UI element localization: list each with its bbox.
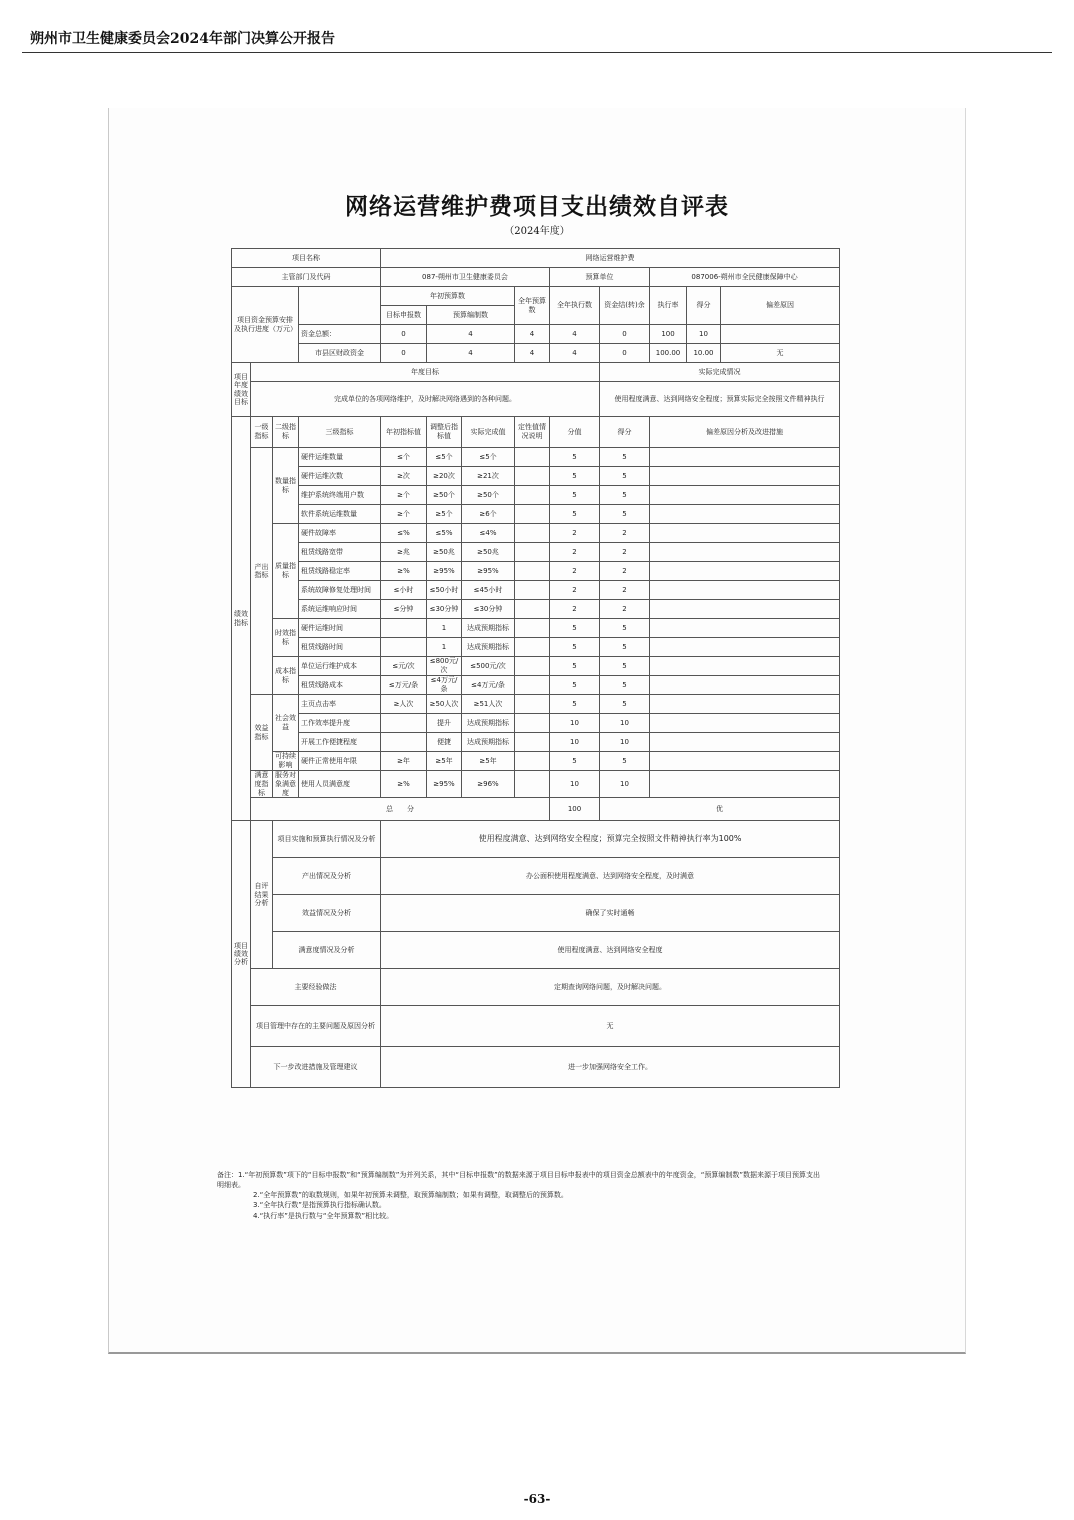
header-divider xyxy=(22,52,1052,53)
indicator-qual xyxy=(515,733,550,752)
indicator-initial: ≥% xyxy=(381,771,427,798)
indicator-initial: ≥个 xyxy=(381,505,427,524)
indicator-initial: ≤% xyxy=(381,524,427,543)
funds-row xyxy=(232,344,840,363)
funds-row-compiled: 4 xyxy=(427,344,515,363)
indicator-adjusted: 1 xyxy=(427,638,462,657)
indicator-reason xyxy=(650,714,840,733)
indicator-row xyxy=(232,600,840,619)
note-item: 4.“执行率”是执行数与“全年预算数”相比较。 xyxy=(253,1211,394,1220)
goals-section xyxy=(232,363,840,417)
indicator-reason xyxy=(650,467,840,486)
indicator-actual: 达成预期指标 xyxy=(462,638,515,657)
indicator-adjusted: ≥50个 xyxy=(427,486,462,505)
indicator-initial: ≥兆 xyxy=(381,543,427,562)
indicator-score: 2 xyxy=(600,524,650,543)
analysis-item-label: 满意度情况及分析 xyxy=(273,932,381,969)
funds-row-balance: 0 xyxy=(600,344,650,363)
indicator-row xyxy=(232,714,840,733)
indicator-reason xyxy=(650,600,840,619)
funds-score-header: 得分 xyxy=(687,287,721,325)
indicator-actual: 达成预期指标 xyxy=(462,733,515,752)
indicators-section xyxy=(232,417,840,821)
indicator-score: 5 xyxy=(600,467,650,486)
indicator-qual xyxy=(515,486,550,505)
effect-indicator-label: 效益指标 xyxy=(251,695,273,771)
note-item: 2.“全年预算数”的取数规则，如果年初预算未调整，取预算编制数；如果有调整，取调整后的预算数。 xyxy=(253,1191,568,1200)
indicator-weight: 10 xyxy=(550,714,600,733)
indicator-weight: 5 xyxy=(550,467,600,486)
service-indicator-label: 服务对象满意度 xyxy=(273,771,299,798)
total-label: 总 分 xyxy=(251,798,550,821)
indicator-row xyxy=(232,524,840,543)
indicator-adjusted: 便捷 xyxy=(427,733,462,752)
indicator-qual xyxy=(515,543,550,562)
indicator-adjusted: ≤5个 xyxy=(427,448,462,467)
indicator-name: 系统故障修复处理时间 xyxy=(299,581,381,600)
indicator-qual xyxy=(515,638,550,657)
analysis-label: 项目绩效分析 xyxy=(232,821,251,1088)
funds-row-rate: 100 xyxy=(650,325,687,344)
indicator-qual xyxy=(515,619,550,638)
indicator-row xyxy=(232,562,840,581)
indicator-row xyxy=(232,733,840,752)
funds-row-score: 10 xyxy=(687,325,721,344)
quality-indicator-label: 质量指标 xyxy=(273,524,299,619)
indicator-actual: ≤4万元/条 xyxy=(462,676,515,695)
goals-label: 项目年度绩效目标 xyxy=(232,363,251,417)
indicator-name: 维护系统终端用户数 xyxy=(299,486,381,505)
indicator-actual: ≥5年 xyxy=(462,752,515,771)
indicator-actual: ≥51人次 xyxy=(462,695,515,714)
funds-row-reason xyxy=(721,325,840,344)
total-weight: 100 xyxy=(550,798,600,821)
indicator-actual: ≤30分钟 xyxy=(462,600,515,619)
ind-h-l2: 二级指标 xyxy=(273,417,299,448)
indicator-adjusted: ≤4万元/条 xyxy=(427,676,462,695)
indicator-row xyxy=(232,695,840,714)
indicator-score: 5 xyxy=(600,638,650,657)
indicator-initial: ≤万元/条 xyxy=(381,676,427,695)
indicator-reason xyxy=(650,771,840,798)
indicator-score: 10 xyxy=(600,771,650,798)
indicator-name: 开展工作便捷程度 xyxy=(299,733,381,752)
indicator-qual xyxy=(515,467,550,486)
output-indicator-label: 产出指标 xyxy=(251,448,273,695)
funds-rate-header: 执行率 xyxy=(650,287,687,325)
indicator-adjusted: 1 xyxy=(427,619,462,638)
funds-row-name: 市县区财政资金 xyxy=(299,344,381,363)
improvement-label: 下一步改进措施及管理建议 xyxy=(251,1047,381,1088)
indicator-actual: ≤4% xyxy=(462,524,515,543)
funds-row-annual: 4 xyxy=(515,344,550,363)
analysis-item-value: 确保了实时通畅 xyxy=(381,895,840,932)
indicator-initial: ≥% xyxy=(381,562,427,581)
page-header: 朔州市卫生健康委员会2024年部门决算公开报告 xyxy=(30,31,335,47)
indicator-name: 硬件运维次数 xyxy=(299,467,381,486)
indicator-actual: 达成预期指标 xyxy=(462,714,515,733)
analysis-item-label: 效益情况及分析 xyxy=(273,895,381,932)
indicator-qual xyxy=(515,752,550,771)
indicator-reason xyxy=(650,448,840,467)
indicator-score: 2 xyxy=(600,562,650,581)
indicator-weight: 5 xyxy=(550,657,600,676)
indicator-score: 5 xyxy=(600,505,650,524)
indicator-adjusted: ≤5% xyxy=(427,524,462,543)
ind-h-l3: 三级指标 xyxy=(299,417,381,448)
indicator-score: 2 xyxy=(600,600,650,619)
indicator-actual: ≥96% xyxy=(462,771,515,798)
indicator-name: 使用人员满意度 xyxy=(299,771,381,798)
indicator-weight: 5 xyxy=(550,638,600,657)
dept-value: 087-朔州市卫生健康委员会 xyxy=(381,268,550,287)
indicator-initial xyxy=(381,714,427,733)
indicator-actual: ≤5个 xyxy=(462,448,515,467)
indicator-reason xyxy=(650,543,840,562)
indicator-weight: 5 xyxy=(550,619,600,638)
indicator-weight: 10 xyxy=(550,771,600,798)
form-title: 网络运营维护费项目支出绩效自评表 xyxy=(345,193,729,220)
indicator-score: 10 xyxy=(600,733,650,752)
indicator-initial: ≤个 xyxy=(381,448,427,467)
goals-target-header: 年度目标 xyxy=(251,363,600,382)
satisfaction-indicator-label: 满意度指标 xyxy=(251,771,273,798)
indicator-qual xyxy=(515,505,550,524)
indicator-name: 硬件运维时间 xyxy=(299,619,381,638)
indicator-actual: ≥95% xyxy=(462,562,515,581)
funds-row-balance: 0 xyxy=(600,325,650,344)
indicator-initial: ≥次 xyxy=(381,467,427,486)
funds-row-target: 0 xyxy=(381,344,427,363)
indicator-adjusted: ≤50小时 xyxy=(427,581,462,600)
indicator-weight: 2 xyxy=(550,543,600,562)
indicator-weight: 5 xyxy=(550,676,600,695)
indicator-actual: ≥50兆 xyxy=(462,543,515,562)
indicator-name: 系统运维响应时间 xyxy=(299,600,381,619)
indicator-adjusted: ≤800元/次 xyxy=(427,657,462,676)
indicator-name: 租赁线路宽带 xyxy=(299,543,381,562)
indicator-weight: 5 xyxy=(550,695,600,714)
indicator-reason xyxy=(650,695,840,714)
analysis-section xyxy=(232,821,840,1088)
goals-actual-header: 实际完成情况 xyxy=(600,363,840,382)
goals-actual: 使用程度满意、达到网络安全程度；预算实际完全按照文件精神执行 xyxy=(600,382,840,417)
funds-reason-header: 偏差原因 xyxy=(721,287,840,325)
indicator-row xyxy=(232,638,840,657)
sustain-indicator-label: 可持续影响 xyxy=(273,752,299,771)
experience-label: 主要经验做法 xyxy=(251,969,381,1006)
indicator-score: 5 xyxy=(600,448,650,467)
improvement-value: 进一步加强网络安全工作。 xyxy=(381,1047,840,1088)
indicator-reason xyxy=(650,657,840,676)
indicator-row xyxy=(232,505,840,524)
indicator-reason xyxy=(650,486,840,505)
funds-label: 项目资金预算安排及执行进度（万元） xyxy=(232,287,299,363)
funds-row-name: 资金总额： xyxy=(299,325,381,344)
indicator-qual xyxy=(515,600,550,619)
goals-target: 完成单位的各项网络维护，及时解决网络遇到的各种问题。 xyxy=(251,382,600,417)
funds-blank-header xyxy=(299,287,381,325)
funds-executed-header: 全年执行数 xyxy=(550,287,600,325)
indicator-weight: 5 xyxy=(550,486,600,505)
project-name-label: 项目名称 xyxy=(232,249,381,268)
indicator-weight: 2 xyxy=(550,600,600,619)
indicator-name: 硬件正常使用年限 xyxy=(299,752,381,771)
total-result: 优 xyxy=(600,798,840,821)
social-indicator-label: 社会效益 xyxy=(273,695,299,752)
indicator-name: 软件系统运维数量 xyxy=(299,505,381,524)
ind-h-l1: 一级指标 xyxy=(251,417,273,448)
indicator-row xyxy=(232,771,840,798)
indicator-actual: ≥6个 xyxy=(462,505,515,524)
indicator-name: 单位运行维护成本 xyxy=(299,657,381,676)
indicator-weight: 2 xyxy=(550,562,600,581)
indicator-reason xyxy=(650,505,840,524)
performance-table xyxy=(231,248,840,1088)
notes xyxy=(217,1170,825,1221)
funds-row xyxy=(232,325,840,344)
indicator-reason xyxy=(650,638,840,657)
dept-label: 主管部门及代码 xyxy=(232,268,381,287)
indicator-adjusted: ≥5年 xyxy=(427,752,462,771)
indicator-adjusted: ≥5个 xyxy=(427,505,462,524)
funds-annual-header: 全年预算数 xyxy=(515,287,550,325)
indicator-name: 硬件运维数量 xyxy=(299,448,381,467)
indicator-initial xyxy=(381,733,427,752)
note-item: 备注：1.“年初预算数”项下的“目标申报数”和“预算编制数”为并列关系，其中“目标申报数”的数据来源于项目目标申报表中的项目资金总额表中的年度资金，“预算编制数”数据来源于项目预算支出明细表。 xyxy=(217,1171,820,1190)
indicator-initial: ≤小时 xyxy=(381,581,427,600)
indicator-row xyxy=(232,676,840,695)
indicator-adjusted: ≥95% xyxy=(427,771,462,798)
indicator-score: 5 xyxy=(600,657,650,676)
funds-compiled-header: 预算编制数 xyxy=(427,306,515,325)
indicator-weight: 2 xyxy=(550,581,600,600)
unit-value: 087006-朔州市全民健康保障中心 xyxy=(650,268,840,287)
indicator-name: 硬件故障率 xyxy=(299,524,381,543)
funds-row-reason: 无 xyxy=(721,344,840,363)
indicator-reason xyxy=(650,619,840,638)
ind-h-qual: 定性值情况说明 xyxy=(515,417,550,448)
indicator-initial xyxy=(381,638,427,657)
funds-section xyxy=(232,287,840,363)
indicator-row xyxy=(232,543,840,562)
indicator-name: 主页点击率 xyxy=(299,695,381,714)
indicator-name: 租赁线路成本 xyxy=(299,676,381,695)
indicator-row xyxy=(232,467,840,486)
total-row xyxy=(232,798,840,821)
funds-initial-header: 年初预算数 xyxy=(381,287,515,306)
indicator-score: 5 xyxy=(600,486,650,505)
indicator-adjusted: ≥50人次 xyxy=(427,695,462,714)
indicator-score: 5 xyxy=(600,676,650,695)
funds-row-score: 10.00 xyxy=(687,344,721,363)
indicator-actual: ≤45小时 xyxy=(462,581,515,600)
quantity-indicator-label: 数量指标 xyxy=(273,448,299,524)
cost-indicator-label: 成本指标 xyxy=(273,657,299,695)
indicator-qual xyxy=(515,714,550,733)
self-eval-label: 自评结果分析 xyxy=(251,821,273,969)
funds-row-executed: 4 xyxy=(550,325,600,344)
funds-row-annual: 4 xyxy=(515,325,550,344)
analysis-item-value: 使用程度满意、达到网络安全程度；预算完全按照文件精神执行率为100% xyxy=(381,821,840,858)
indicator-name: 租赁线路时间 xyxy=(299,638,381,657)
funds-target-header: 目标申报数 xyxy=(381,306,427,325)
indicator-name: 租赁线路稳定率 xyxy=(299,562,381,581)
indicator-qual xyxy=(515,695,550,714)
indicator-adjusted: ≥50兆 xyxy=(427,543,462,562)
indicator-initial: ≥人次 xyxy=(381,695,427,714)
indicator-name: 工作效率提升度 xyxy=(299,714,381,733)
indicators-label: 绩效指标 xyxy=(232,417,251,821)
funds-balance-header: 资金结(转)余 xyxy=(600,287,650,325)
indicator-actual: ≥50个 xyxy=(462,486,515,505)
indicator-qual xyxy=(515,657,550,676)
scanned-form xyxy=(108,108,966,1354)
ind-h-score: 得分 xyxy=(600,417,650,448)
indicator-row xyxy=(232,657,840,676)
project-info xyxy=(232,249,840,287)
unit-label: 预算单位 xyxy=(550,268,650,287)
indicator-initial xyxy=(381,619,427,638)
funds-row-executed: 4 xyxy=(550,344,600,363)
indicator-weight: 5 xyxy=(550,752,600,771)
problems-value: 无 xyxy=(381,1006,840,1047)
indicator-weight: 2 xyxy=(550,524,600,543)
ind-h-weight: 分值 xyxy=(550,417,600,448)
indicator-qual xyxy=(515,771,550,798)
indicator-adjusted: ≥20次 xyxy=(427,467,462,486)
indicator-initial: ≤元/次 xyxy=(381,657,427,676)
funds-row-target: 0 xyxy=(381,325,427,344)
indicator-reason xyxy=(650,733,840,752)
indicator-reason xyxy=(650,562,840,581)
indicator-score: 2 xyxy=(600,581,650,600)
indicator-row xyxy=(232,448,840,467)
indicator-reason xyxy=(650,524,840,543)
ind-h-actual: 实际完成值 xyxy=(462,417,515,448)
indicator-qual xyxy=(515,524,550,543)
note-item: 3.“全年执行数”是指预算执行指标确认数。 xyxy=(253,1201,386,1210)
problems-label: 项目管理中存在的主要问题及原因分析 xyxy=(251,1006,381,1047)
indicator-weight: 5 xyxy=(550,448,600,467)
indicator-qual xyxy=(515,562,550,581)
indicator-adjusted: ≤30分钟 xyxy=(427,600,462,619)
indicator-actual: 达成预期指标 xyxy=(462,619,515,638)
analysis-item-label: 项目实施和预算执行情况及分析 xyxy=(273,821,381,858)
indicator-adjusted: 提升 xyxy=(427,714,462,733)
ind-h-initial: 年初指标值 xyxy=(381,417,427,448)
funds-row-compiled: 4 xyxy=(427,325,515,344)
analysis-item-value: 办公面积使用程度满意、达到网络安全程度，及时满意 xyxy=(381,858,840,895)
ind-h-reason: 偏差原因分析及改进措施 xyxy=(650,417,840,448)
indicator-score: 2 xyxy=(600,543,650,562)
analysis-item-label: 产出情况及分析 xyxy=(273,858,381,895)
indicator-initial: ≥年 xyxy=(381,752,427,771)
indicator-qual xyxy=(515,448,550,467)
indicator-weight: 10 xyxy=(550,733,600,752)
indicator-row xyxy=(232,486,840,505)
indicator-score: 5 xyxy=(600,752,650,771)
indicator-reason xyxy=(650,752,840,771)
time-indicator-label: 时效指标 xyxy=(273,619,299,657)
indicator-score: 5 xyxy=(600,619,650,638)
funds-row-rate: 100.00 xyxy=(650,344,687,363)
indicator-row xyxy=(232,581,840,600)
form-year: （2024年度） xyxy=(504,226,570,237)
project-name: 网络运营维护费 xyxy=(381,249,840,268)
indicator-adjusted: ≥95% xyxy=(427,562,462,581)
indicator-initial: ≥个 xyxy=(381,486,427,505)
indicator-initial: ≤分钟 xyxy=(381,600,427,619)
indicator-row xyxy=(232,619,840,638)
indicator-actual: ≤500元/次 xyxy=(462,657,515,676)
experience-value: 定期查询网络问题，及时解决问题。 xyxy=(381,969,840,1006)
indicator-qual xyxy=(515,676,550,695)
indicator-reason xyxy=(650,581,840,600)
indicator-reason xyxy=(650,676,840,695)
indicator-weight: 5 xyxy=(550,505,600,524)
ind-h-adjusted: 调整后指标值 xyxy=(427,417,462,448)
page-number: -63- xyxy=(523,1492,551,1506)
indicator-actual: ≥21次 xyxy=(462,467,515,486)
analysis-item-value: 使用程度满意、达到网络安全程度 xyxy=(381,932,840,969)
indicator-score: 10 xyxy=(600,714,650,733)
indicator-score: 5 xyxy=(600,695,650,714)
indicator-row xyxy=(232,752,840,771)
indicator-qual xyxy=(515,581,550,600)
